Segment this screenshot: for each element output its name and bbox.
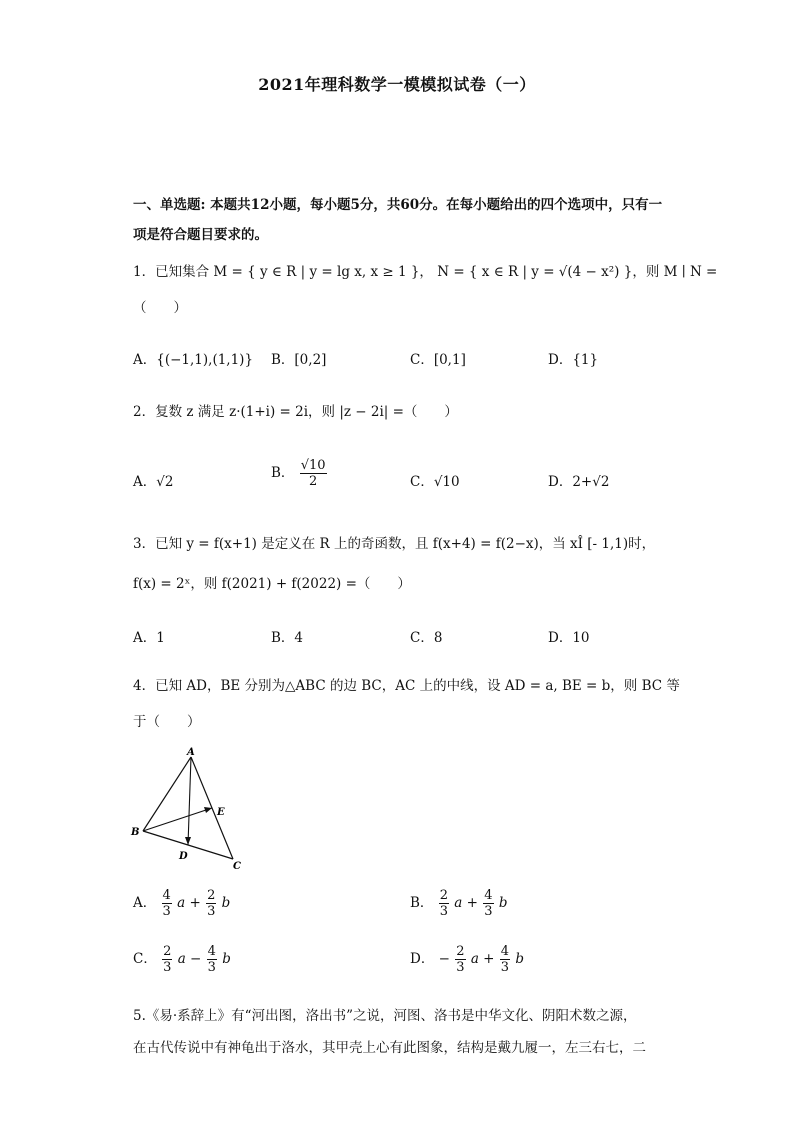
term: b: [222, 951, 231, 967]
q1-option-d: D．{1}: [548, 352, 599, 368]
denominator: 3: [439, 904, 448, 919]
q1-option-b: B．[0,2]: [271, 352, 327, 368]
q5-stem-line1: 5.《易·系辞上》有“河出图，洛出书”之说，河图、洛书是中华文化、阴阳术数之源，: [133, 1008, 637, 1024]
q4-option-a: [133, 888, 230, 919]
numerator: 2: [163, 944, 172, 959]
fraction: [162, 944, 172, 975]
q4-stem-line1: 4．已知 AD，BE 分别为△ABC 的边 BC，AC 上的中线，设 AD = a, BE = b，则 BC 等: [133, 678, 680, 694]
term: b: [515, 951, 524, 967]
option-label: C．: [133, 951, 157, 967]
fraction: [455, 944, 465, 975]
fraction: [439, 888, 449, 919]
vertex-label-a: A: [187, 747, 195, 758]
numerator: 4: [500, 944, 510, 959]
numerator: 4: [484, 888, 493, 903]
option-label: B．: [410, 895, 434, 911]
option-label: A．: [133, 895, 157, 911]
numerator: 4: [162, 888, 171, 903]
q1-blank: （ ）: [133, 300, 187, 316]
point-label-e: E: [217, 807, 225, 818]
denominator: 3: [456, 960, 465, 975]
q2-stem: 2．复数 z 满足 z·(1+i) = 2i，则 |z − 2i| =（ ）: [133, 404, 458, 420]
q1-option-c: C．[0,1]: [410, 352, 466, 368]
q2-option-b-fraction: [300, 458, 327, 489]
arrow-be-icon: [204, 807, 212, 813]
term: b: [221, 895, 231, 911]
term: a −: [177, 951, 202, 967]
page-title: 2021年理科数学一模模拟试卷（一）: [258, 75, 536, 94]
vertex-label-c: C: [233, 861, 241, 872]
fraction: [206, 888, 216, 919]
q2-option-b: [271, 458, 328, 489]
q1-stem: 1．已知集合 M = { y ∈ R | y = lg x, x ≥ 1 }， N = { x ∈ R | y = √(4 − x²) }，则 M ∣ N =: [133, 264, 718, 280]
vertex-label-b: B: [131, 827, 140, 838]
minus-sign: −: [438, 951, 450, 967]
denominator: 3: [207, 960, 216, 975]
numerator: 2: [207, 888, 216, 903]
q4-stem-line2: 于（ ）: [133, 714, 201, 730]
q5-stem-line2: 在古代传说中有神龟出于洛水，其甲壳上心有此图象，结构是戴九履一，左三右七，二: [133, 1040, 646, 1056]
numerator: √10: [300, 458, 326, 473]
q3-stem-line1: 3．已知 y = f(x+1) 是定义在 R 上的奇函数，且 f(x+4) = f(2−x)，当 xÎ [- 1,1)时，: [133, 536, 656, 552]
denominator: 3: [500, 960, 510, 975]
q3-stem-line2: f(x) = 2ˣ，则 f(2021) + f(2022) =（ ）: [133, 576, 411, 592]
point-label-d: D: [179, 851, 188, 862]
q3-option-a: A．1: [133, 630, 165, 646]
numerator: 2: [456, 944, 465, 959]
denominator: 3: [484, 904, 493, 919]
triangle-figure: [125, 745, 255, 875]
denominator: 3: [207, 904, 216, 919]
term: a +: [177, 895, 201, 911]
term: b: [498, 895, 508, 911]
q4-option-c: [133, 944, 231, 975]
q4-option-d: [410, 944, 524, 975]
q2-option-d: D．2+√2: [548, 474, 610, 490]
numerator: 4: [207, 944, 216, 959]
section-heading: 一、单选题: 本题共12小题，每小题5分，共60分。在每小题给出的四个选项中，只有一项是符合题目要求的。: [133, 197, 663, 243]
fraction: [162, 888, 172, 919]
denominator: 2: [308, 474, 318, 489]
q1-option-a: A．{(−1,1),(1,1)}: [133, 352, 254, 368]
denominator: 3: [162, 904, 171, 919]
denominator: 3: [163, 960, 172, 975]
numerator: 2: [439, 888, 448, 903]
term: a +: [454, 895, 478, 911]
option-label: D．: [410, 951, 435, 967]
q3-option-b: B．4: [271, 630, 304, 646]
q2-option-a: A．√2: [133, 474, 174, 490]
term: a +: [470, 951, 495, 967]
fraction: [207, 944, 217, 975]
median-ad: [188, 757, 191, 845]
q2-option-c: C．√10: [410, 474, 460, 490]
side-ab: [143, 757, 191, 831]
q3-option-c: C．8: [410, 630, 443, 646]
fraction: [500, 944, 510, 975]
q4-option-b: [410, 888, 507, 919]
q3-option-d: D．10: [548, 630, 590, 646]
fraction: [483, 888, 493, 919]
q2-option-b-label: B．: [271, 465, 295, 481]
median-be: [143, 808, 212, 831]
